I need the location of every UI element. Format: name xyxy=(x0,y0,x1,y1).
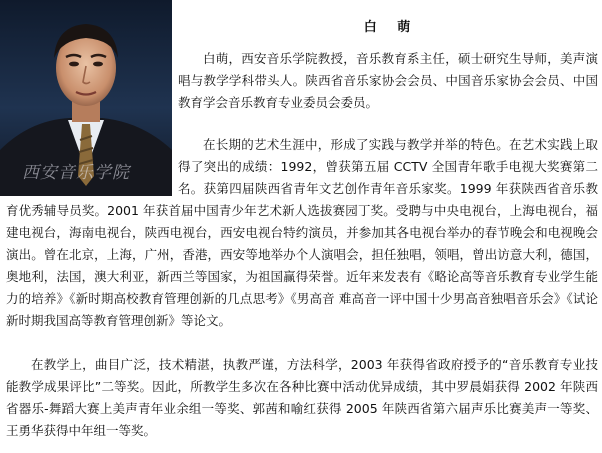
bio-paragraph-achievements: 在长期的艺术生涯中，形成了实践与教学并举的特色。在艺术实践上取得了突出的成绩：1992，曾获第五届 CCTV 全国青年歌手电视大奖赛第二名。获第四届陕西省青年文艺创作青年音乐家奖。1999 年获陕西省音乐教育优秀辅导员奖。2001 年获首届中国青少年艺术新人选拔赛园丁奖。受聘与中央电视台，上海电视台，福建电视台，海南电视台，陕西电视台，西安电视台特约演员，并参加其各电视台举办的春节晚会和电视晚会演出。曾在北京，上海，广州，香港，西安等地举办个人演唱会，担任独唱，领唱，曾出访意大利，德国，奥地利，法国，澳大利亚，新西兰等国家，为祖国赢得荣誉。近年来发表有《略论高等音乐教育专业学生能力的培养》《新时期高校教育管理创新的几点思考》《男高音 难高音一评中国十少男高音独唱音乐会》《试论新时期我国高等教育管理创新》等论文。 xyxy=(6,137,598,328)
bio-paragraph-intro: 白萌，西安音乐学院教授，音乐教育系主任，硕士研究生导师，美声演唱与教学学科带头人。陕西省音乐家协会会员、中国音乐家协会会员、中国教育学会音乐教育专业委员会委员。 xyxy=(178,51,598,110)
portrait-photo xyxy=(0,0,172,196)
bio-paragraph-teaching: 在教学上，曲目广泛，技术精湛，执教严谨，方法科学，2003 年获得省政府授予的“音乐教育专业技能教学成果评比”二等奖。因此，所教学生多次在各种比赛中活动优异成绩，其中罗晨娟获得 2002 年陕西省器乐-舞蹈大赛上美声青年业余组一等奖、郭茜和喻红获得 2005 年陕西省第六届声乐比赛美声一等奖、王勇华获得中年组一等奖。 xyxy=(6,357,598,438)
photo-watermark: 西安音乐学院 xyxy=(22,163,130,183)
page-title: 白 萌 xyxy=(363,20,419,35)
